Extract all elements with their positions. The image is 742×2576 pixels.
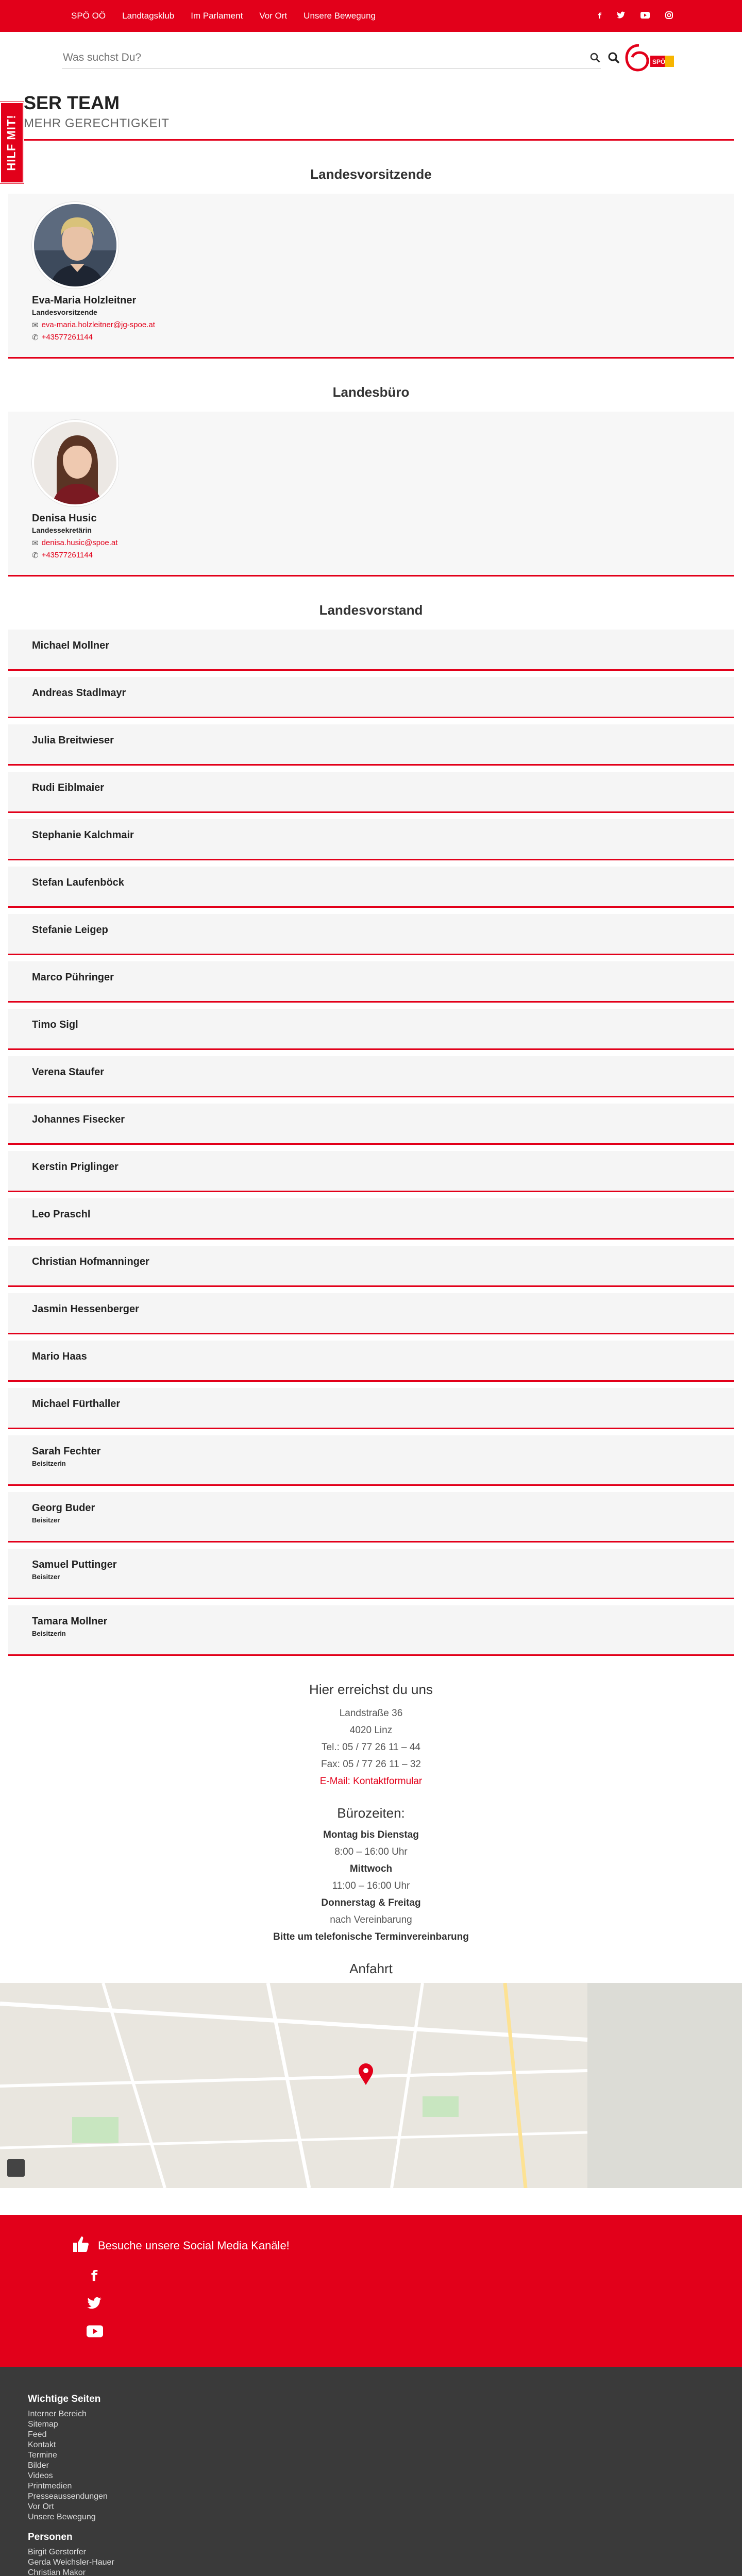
- person-card: [8, 194, 734, 359]
- top-navigation-bar: [0, 0, 742, 32]
- footer-link[interactable]: Vor Ort: [28, 2502, 54, 2511]
- board-member[interactable]: [8, 1246, 734, 1287]
- footer-link[interactable]: Sitemap: [28, 2419, 58, 2429]
- board-member[interactable]: [8, 1104, 734, 1145]
- page-header: [0, 93, 742, 131]
- member-name: Timo Sigl: [32, 1019, 78, 1030]
- member-name: Johannes Fisecker: [32, 1113, 125, 1125]
- footer-persons: [28, 2532, 742, 2576]
- search-input[interactable]: [62, 52, 584, 64]
- footer-heading: Wichtige Seiten: [28, 2393, 101, 2404]
- search-box: [62, 47, 601, 69]
- footer-link[interactable]: Printmedien: [28, 2481, 72, 2490]
- contact-form-link[interactable]: Kontaktformular: [353, 1775, 423, 1787]
- page-subtitle: MEHR GERECHTIGKEIT: [24, 116, 170, 130]
- person-name: Denisa Husic: [32, 512, 97, 524]
- contact-email-line: [0, 1773, 742, 1790]
- member-name: Jasmin Hessenberger: [32, 1303, 139, 1315]
- instagram-icon[interactable]: [665, 11, 673, 21]
- board-member[interactable]: [8, 1293, 734, 1334]
- youtube-icon[interactable]: [640, 11, 650, 21]
- search-row: [0, 32, 742, 83]
- board-list: [0, 630, 742, 1656]
- member-role: Beisitzer: [32, 1516, 60, 1524]
- board-member[interactable]: [8, 1056, 734, 1097]
- svg-text:SPÖ: SPÖ: [652, 58, 666, 65]
- search-toggle-icon[interactable]: [607, 51, 620, 64]
- hours-time: 8:00 – 16:00 Uhr: [334, 1846, 408, 1857]
- office-hours-title: Bürozeiten:: [337, 1805, 405, 1821]
- person-email[interactable]: [32, 320, 710, 330]
- board-member[interactable]: [8, 819, 734, 860]
- footer-link[interactable]: Unsere Bewegung: [28, 2512, 96, 2521]
- footer-heading: Personen: [28, 2531, 73, 2543]
- board-member[interactable]: [8, 1549, 734, 1599]
- person-role: Landesvorsitzende: [32, 308, 97, 316]
- avatar: [32, 420, 119, 506]
- phone-icon: ✆: [32, 550, 39, 560]
- member-name: Stephanie Kalchmair: [32, 829, 134, 841]
- board-member[interactable]: [8, 1492, 734, 1543]
- contact-email-label: E-Mail:: [319, 1775, 350, 1787]
- footer-link[interactable]: Videos: [28, 2471, 53, 2480]
- member-role: Beisitzerin: [32, 1629, 66, 1637]
- person-card: [8, 412, 734, 577]
- member-role: Beisitzer: [32, 1572, 60, 1581]
- board-member[interactable]: [8, 914, 734, 955]
- member-name: Stefanie Leigep: [32, 924, 108, 936]
- contact-section: [0, 1682, 742, 1977]
- map-fullscreen-button[interactable]: [7, 2159, 25, 2177]
- mail-icon: ✉: [32, 538, 39, 548]
- phone-icon: ✆: [32, 332, 39, 342]
- facebook-icon[interactable]: f: [91, 2267, 98, 2284]
- person-phone[interactable]: [32, 551, 710, 560]
- nav-item-unsere-bewegung[interactable]: Unsere Bewegung: [303, 11, 376, 21]
- person-phone-text[interactable]: +43577261144: [41, 333, 93, 342]
- nav-item-im-parlament[interactable]: Im Parlament: [191, 11, 243, 21]
- member-name: Andreas Stadlmayr: [32, 687, 126, 699]
- board-member[interactable]: [8, 1009, 734, 1050]
- member-name: Kerstin Priglinger: [32, 1161, 119, 1173]
- hours-time: 11:00 – 16:00 Uhr: [332, 1880, 410, 1891]
- board-member[interactable]: [8, 772, 734, 813]
- spoe-logo[interactable]: [623, 42, 680, 73]
- footer-link[interactable]: Birgit Gerstorfer: [28, 2547, 86, 2556]
- person-email[interactable]: [32, 538, 710, 548]
- board-member[interactable]: [8, 1151, 734, 1192]
- search-icon[interactable]: [589, 52, 601, 63]
- footer-important-pages: [28, 2394, 742, 2522]
- person-name: Eva-Maria Holzleitner: [32, 294, 137, 306]
- map-title: Anfahrt: [349, 1960, 393, 1976]
- member-name: Michael Mollner: [32, 639, 110, 651]
- section-title-landesvorsitzende: Landesvorsitzende: [310, 166, 432, 182]
- member-name: Sarah Fechter: [32, 1445, 101, 1457]
- facebook-icon[interactable]: f: [598, 11, 601, 21]
- footer-link[interactable]: Presseaussendungen: [28, 2492, 108, 2501]
- page-title: SER TEAM: [24, 92, 120, 113]
- member-name: Michael Fürthaller: [32, 1398, 121, 1410]
- nav-item-vor-ort[interactable]: Vor Ort: [259, 11, 288, 21]
- board-member[interactable]: [8, 1341, 734, 1382]
- board-member[interactable]: [8, 1605, 734, 1656]
- twitter-icon[interactable]: [87, 2296, 102, 2313]
- board-member[interactable]: [8, 1388, 734, 1429]
- footer-link[interactable]: Bilder: [28, 2461, 49, 2470]
- member-name: Tamara Mollner: [32, 1615, 108, 1627]
- twitter-icon[interactable]: [617, 11, 625, 21]
- board-member[interactable]: [8, 867, 734, 908]
- person-role: Landessekretärin: [32, 526, 92, 534]
- main-nav: [63, 0, 384, 32]
- social-media-section: [0, 2215, 742, 2367]
- header-divider: [8, 139, 734, 141]
- board-member[interactable]: [8, 677, 734, 718]
- site-footer: [0, 2367, 742, 2576]
- member-name: Verena Staufer: [32, 1066, 105, 1078]
- contact-city: 4020 Linz: [349, 1724, 393, 1736]
- mail-icon: ✉: [32, 320, 39, 330]
- section-title-landesbuero: Landesbüro: [332, 384, 410, 400]
- board-member[interactable]: [8, 630, 734, 671]
- member-name: Christian Hofmanninger: [32, 1256, 149, 1267]
- youtube-icon[interactable]: [87, 2324, 102, 2341]
- person-email-text[interactable]: denisa.husic@spoe.at: [41, 538, 118, 548]
- person-phone-text[interactable]: +43577261144: [41, 551, 93, 560]
- section-title-landesvorstand: Landesvorstand: [319, 602, 423, 618]
- board-member[interactable]: [8, 1198, 734, 1240]
- hours-day: Mittwoch: [349, 1863, 393, 1874]
- hours-time: nach Vereinbarung: [330, 1914, 412, 1925]
- member-name: Leo Praschl: [32, 1208, 91, 1220]
- contact-tel: Tel.: 05 / 77 26 11 – 44: [322, 1741, 420, 1753]
- contact-street: Landstraße 36: [339, 1707, 403, 1719]
- top-social-links: [598, 11, 680, 21]
- footer-link[interactable]: Gerda Weichsler-Hauer: [28, 2557, 114, 2567]
- contact-title: Hier erreichst du uns: [309, 1681, 433, 1697]
- board-member[interactable]: [8, 724, 734, 766]
- social-heading-row: [72, 2235, 742, 2256]
- member-role: Beisitzerin: [32, 1459, 66, 1467]
- hilf-mit-tab[interactable]: [0, 102, 24, 183]
- hours-day: Donnerstag & Freitag: [321, 1897, 421, 1908]
- member-name: Samuel Puttinger: [32, 1558, 117, 1570]
- avatar: [32, 202, 119, 289]
- person-email-text[interactable]: eva-maria.holzleitner@jg-spoe.at: [41, 320, 155, 330]
- member-name: Julia Breitwieser: [32, 734, 114, 746]
- board-member[interactable]: [8, 1435, 734, 1486]
- nav-item-landtagsklub[interactable]: Landtagsklub: [122, 11, 175, 21]
- nav-item-spoe-ooe[interactable]: SPÖ OÖ: [71, 11, 106, 21]
- map-embed[interactable]: [0, 1983, 742, 2188]
- hours-day: Montag bis Dienstag: [323, 1829, 419, 1840]
- footer-link[interactable]: Feed: [28, 2430, 47, 2439]
- thumbs-up-icon: [72, 2235, 90, 2256]
- member-name: Marco Pühringer: [32, 971, 114, 983]
- board-member[interactable]: [8, 961, 734, 1003]
- member-name: Stefan Laufenböck: [32, 876, 124, 888]
- member-name: Mario Haas: [32, 1350, 87, 1362]
- footer-link[interactable]: Kontakt: [28, 2440, 56, 2449]
- hours-note: Bitte um telefonische Terminvereinbarung: [273, 1931, 469, 1942]
- social-heading: Besuche unsere Social Media Kanäle!: [98, 2239, 290, 2252]
- member-name: Rudi Eiblmaier: [32, 782, 105, 793]
- hilf-mit-label: HILF MIT!: [5, 114, 19, 171]
- footer-link[interactable]: Termine: [28, 2450, 57, 2460]
- footer-link[interactable]: Christian Makor: [28, 2568, 86, 2576]
- footer-link[interactable]: Interner Bereich: [28, 2409, 87, 2418]
- person-phone[interactable]: [32, 333, 710, 342]
- member-name: Georg Buder: [32, 1502, 95, 1514]
- contact-fax: Fax: 05 / 77 26 11 – 32: [321, 1758, 421, 1770]
